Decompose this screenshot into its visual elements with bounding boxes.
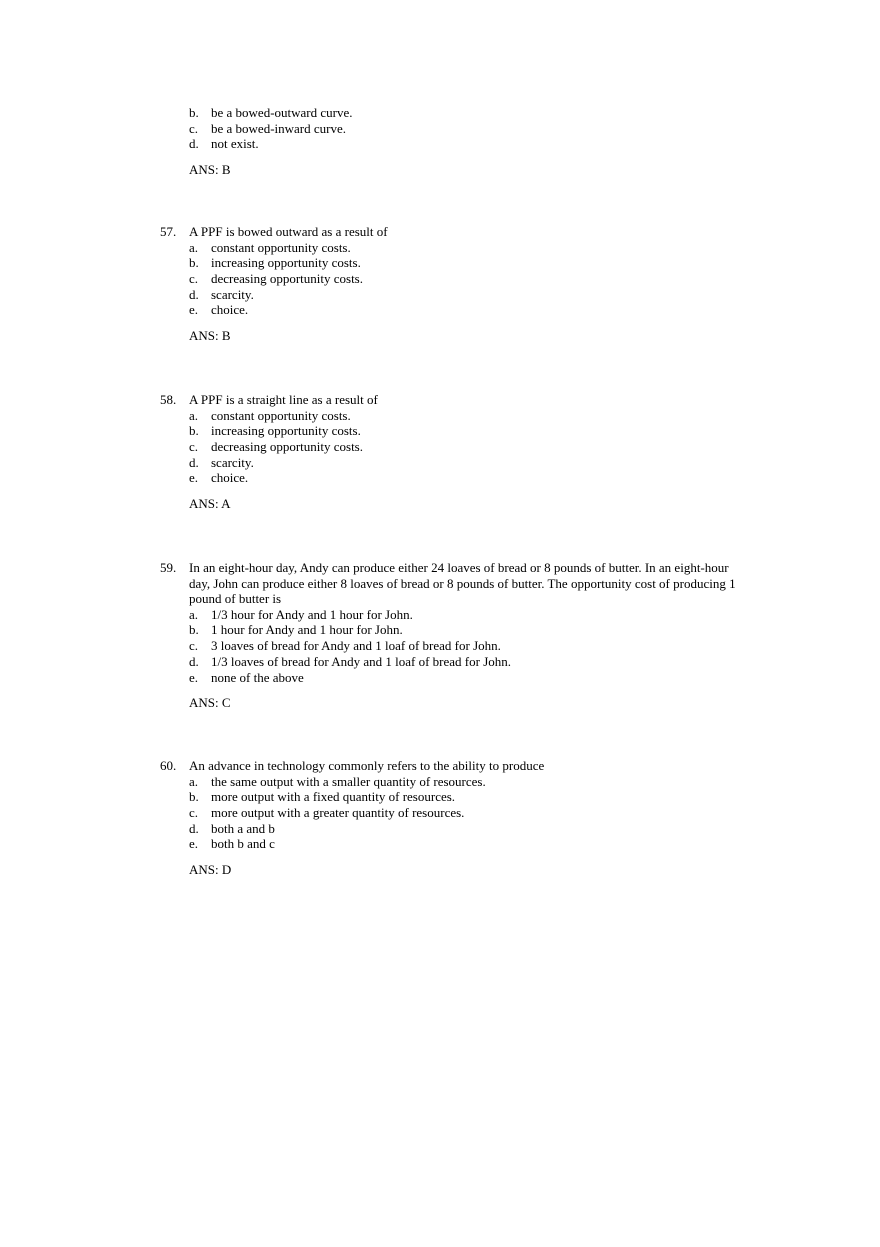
answer-line — [0, 328, 880, 344]
question-number: 60. — [160, 758, 177, 773]
option-letter: b. — [189, 255, 199, 271]
option-text: more output with a greater quantity of resources. — [211, 804, 465, 820]
question-59 — [0, 560, 880, 711]
option-item — [0, 470, 880, 486]
option-letter: a. — [189, 606, 199, 622]
option-letter: e. — [189, 302, 199, 318]
option-letter: d. — [189, 653, 199, 669]
option-item — [0, 455, 880, 471]
question-text: A PPF is a straight line as a result of — [189, 392, 378, 407]
answer-line — [0, 162, 880, 178]
option-text: none of the above — [211, 669, 304, 685]
option-letter: d. — [189, 820, 199, 836]
question-stem — [0, 758, 880, 774]
question-57 — [0, 224, 880, 344]
question-text: An advance in technology commonly refers to the ability to produce — [189, 758, 545, 773]
option-letter: e. — [189, 669, 199, 685]
option-letter: c. — [189, 438, 199, 454]
option-letter: d. — [189, 286, 199, 302]
question-stem — [0, 224, 880, 240]
option-text: decreasing opportunity costs. — [211, 270, 363, 286]
option-item — [0, 789, 880, 805]
option-item — [0, 423, 880, 439]
option-text: constant opportunity costs. — [211, 239, 351, 255]
option-text: not exist. — [211, 136, 259, 152]
option-text: be a bowed-inward curve. — [211, 120, 346, 136]
question-text: A PPF is bowed outward as a result of — [189, 224, 388, 239]
question-stem — [0, 392, 880, 408]
question-number: 59. — [160, 560, 177, 575]
option-text: constant opportunity costs. — [211, 407, 351, 423]
option-text: 1/3 loaves of bread for Andy and 1 loaf of bread for John. — [211, 653, 511, 669]
option-item — [0, 821, 880, 837]
option-item — [0, 607, 880, 623]
option-text: the same output with a smaller quantity of resources. — [211, 773, 486, 789]
option-letter: b. — [189, 105, 199, 120]
option-text: be a bowed-outward curve. — [211, 105, 353, 120]
option-item — [0, 439, 880, 455]
option-letter: d. — [189, 454, 199, 470]
option-item — [0, 136, 880, 152]
option-item — [0, 105, 880, 121]
option-text: scarcity. — [211, 454, 254, 470]
option-item — [0, 287, 880, 303]
answer-label: ANS: A — [189, 496, 231, 512]
option-item — [0, 271, 880, 287]
option-letter: e. — [189, 836, 199, 852]
option-text: 1/3 hour for Andy and 1 hour for John. — [211, 606, 413, 622]
option-letter: d. — [189, 136, 199, 152]
option-letter: e. — [189, 470, 199, 486]
option-letter: b. — [189, 622, 199, 638]
option-letter: b. — [189, 423, 199, 439]
question-stem — [0, 560, 880, 607]
option-text: 3 loaves of bread for Andy and 1 loaf of bread for John. — [211, 638, 501, 654]
question-text: In an eight-hour day, Andy can produce either 24 loaves of bread or 8 pounds of butter. In an eight-hour day, John can produce either 8 loaves of bread or 8 pounds of butter. The opportunity cost of producing 1 pound of butter is — [189, 560, 736, 607]
option-item — [0, 255, 880, 271]
option-text: increasing opportunity costs. — [211, 255, 361, 271]
question-58 — [0, 392, 880, 512]
option-text: increasing opportunity costs. — [211, 423, 361, 439]
option-text: scarcity. — [211, 286, 254, 302]
question-60 — [0, 758, 880, 878]
answer-label: ANS: B — [189, 328, 231, 344]
option-letter: a. — [189, 407, 199, 423]
option-letter: b. — [189, 789, 199, 805]
option-item — [0, 408, 880, 424]
option-item — [0, 302, 880, 318]
answer-label: ANS: D — [189, 862, 232, 878]
option-text: more output with a fixed quantity of resources. — [211, 789, 456, 805]
answer-label: ANS: B — [189, 162, 231, 178]
option-text: both b and c — [211, 836, 275, 852]
option-item — [0, 670, 880, 686]
option-item — [0, 240, 880, 256]
question-number: 57. — [160, 224, 177, 239]
option-letter: a. — [189, 773, 199, 789]
option-text: decreasing opportunity costs. — [211, 438, 363, 454]
option-text: choice. — [211, 302, 249, 318]
option-letter: a. — [189, 239, 199, 255]
answer-line — [0, 496, 880, 512]
option-text: both a and b — [211, 820, 275, 836]
option-item — [0, 638, 880, 654]
option-item — [0, 805, 880, 821]
option-item — [0, 622, 880, 638]
option-item — [0, 774, 880, 790]
answer-line — [0, 695, 880, 711]
option-text: 1 hour for Andy and 1 hour for John. — [211, 622, 403, 638]
option-letter: c. — [189, 638, 199, 654]
option-letter: c. — [189, 270, 199, 286]
option-text: choice. — [211, 470, 249, 486]
option-item — [0, 836, 880, 852]
carryover-block — [0, 105, 880, 178]
option-item — [0, 654, 880, 670]
option-letter: c. — [189, 120, 199, 136]
option-item — [0, 121, 880, 137]
answer-line — [0, 862, 880, 878]
option-letter: c. — [189, 804, 199, 820]
answer-label: ANS: C — [189, 695, 231, 711]
question-number: 58. — [160, 392, 177, 407]
